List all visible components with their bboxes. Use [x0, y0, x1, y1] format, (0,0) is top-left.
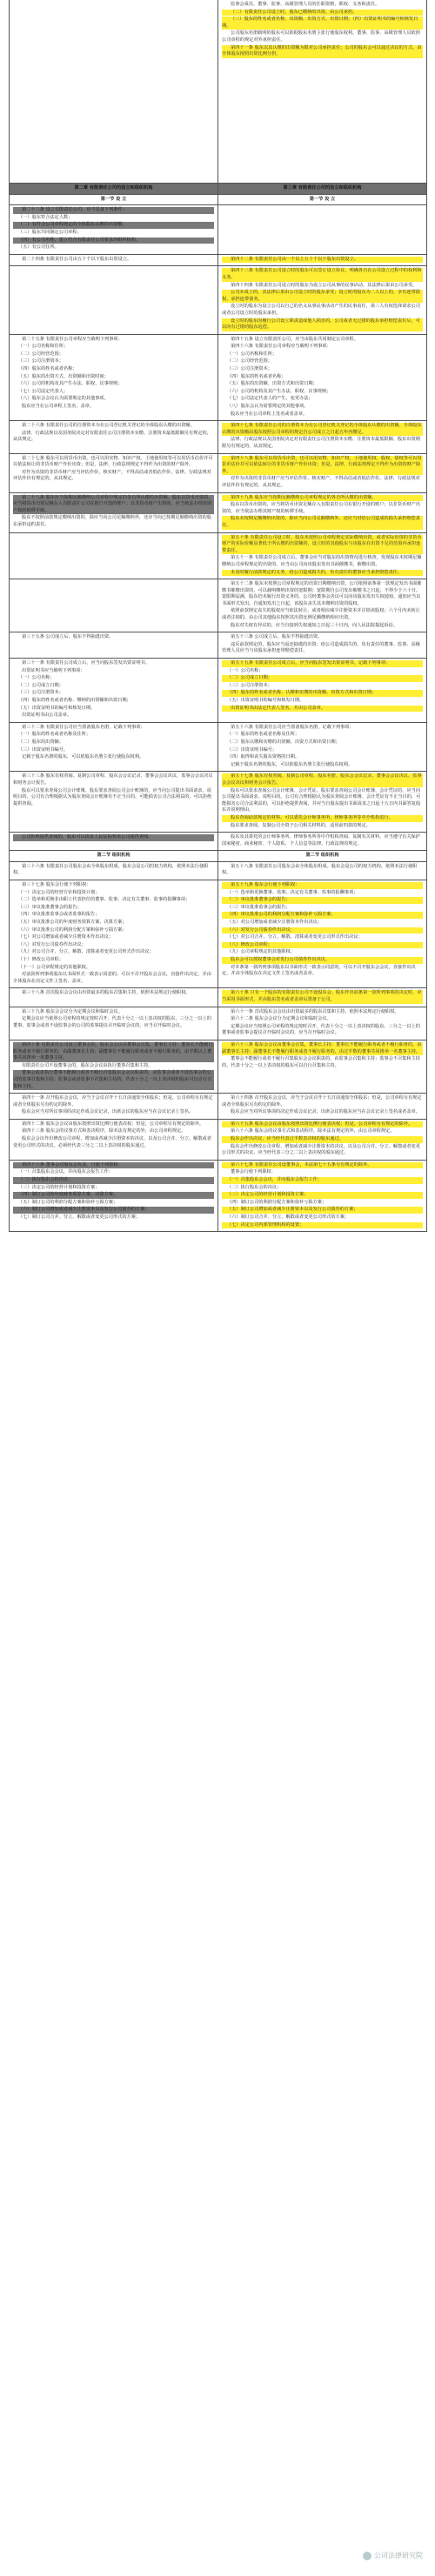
old-law-cell — [10, 772, 218, 832]
old-law-cell — [10, 335, 218, 421]
text-line: （三）公司注册资本； — [227, 682, 272, 688]
text-line: 法律、行政法规以及国务院决定对有限责任公司注册资本实缴、注册资本最低限额另有规定的，从其规定。 — [13, 430, 211, 443]
text-line: 第四十二条 股东会会议由股东按照出资比例行使表决权；但是，公司章程另有规定的除外。 — [22, 1121, 204, 1127]
text-line: （五）出资证明书的编号和核发日期。 — [227, 698, 304, 703]
new-law-cell — [218, 988, 427, 1006]
section-two-rows — [10, 862, 427, 1232]
table-row — [10, 1040, 427, 1094]
text-line: 第五十九条 股东会行使下列职权： — [222, 882, 423, 889]
highlighted-text: （三）股东的姓名或者名称、出资额、出资方式、出资日期；（四）出资证明书的编号和核发日期。 — [222, 17, 423, 30]
text-line: 股东会作出决议，应当经代表过半数表决权的股东通过。 — [222, 1136, 423, 1143]
text-line: 第四十九条 股东应当按期足额缴纳公司章程规定的各自所认缴的出资额。 — [222, 495, 423, 502]
text-line: （四）取得和丧失股东资格的日期。 — [227, 754, 300, 760]
text-line: （四）股东的姓名或者名称、缴纳的出资额和出资日期； — [18, 698, 131, 703]
text-line: 第四十四条 有限责任公司设立时的股东为设立公司从事的民事活动，其法律后果由公司承受。 — [231, 282, 418, 288]
text-line: （四）审议批准监事会或者监事的报告； — [18, 912, 100, 918]
section-one-rows — [10, 205, 427, 851]
new-law-cell — [218, 723, 427, 772]
old-law-cell — [10, 723, 218, 772]
text-line: （三）审议批准监事会的报告； — [227, 904, 291, 910]
text-line: （三）公司注册资本； — [18, 358, 64, 365]
section-row — [10, 851, 427, 862]
text-line: 记载于股东名册的股东，可以依股东名册主张行使股东权利。 — [22, 754, 144, 760]
text-line: 第二十三条 设立有限责任公司，应当具备下列条件： — [13, 207, 214, 214]
text-line: 股东及其委托的会计师事务所、律师事务所等中介机构查阅、复制有关材料，应当遵守有关保护国家秘密、商业秘密、个人隐私、个人信息等法律、行政法规的规定。 — [222, 834, 420, 846]
watermark-text: 公司法律研究院 — [374, 2552, 423, 2559]
text-line: 第四十六条 董事会对股东会负责，行使下列职权： — [13, 1162, 214, 1169]
old-law-cell — [10, 266, 218, 333]
text-line: 第二十七条 股东可以用货币出资，也可以用实物、知识产权、土地使用权等可以用货币估价并可以依法转让的非货币财产作价出资；但是，法律、行政法规规定不得作为出资的财产除外。 — [13, 455, 213, 468]
new-law-cell — [218, 659, 427, 722]
text-line: （四）审议批准公司的利润分配方案和弥补亏损方案； — [222, 912, 423, 919]
text-line: （一）公司名称； — [227, 667, 264, 673]
text-line: 出资证明书由法定代表人签名，并由公司盖章。 — [222, 706, 423, 713]
text-line: 第二十八条 股东应当按期足额缴纳公司章程中规定的各自所认缴的出资额。股东以货币出资的，应当将货币出资足额存入有限责任公司在银行开设的账户；以非货币财产出资的，应当依法办理其财产权的转移手续。 — [13, 494, 213, 513]
text-line: 第四十八条 股东可以用货币出资，也可以用实物、知识产权、土地使用权、股权、债权等可以用货币估价并可以依法转让的非货币财产作价出资；但是，法律、行政法规规定不得作为出资的财产除外。 — [222, 455, 422, 474]
table-row — [10, 833, 427, 851]
text-line: （三）股东共同制定公司章程； — [18, 229, 82, 235]
comparison-table — [9, 0, 427, 1232]
old-law-cell — [10, 988, 218, 1006]
text-line: 公司拒绝提供查阅的，股东可以请求人民法院要求公司提供查阅。 — [13, 834, 214, 841]
new-law-cell — [218, 1094, 427, 1119]
table-row — [10, 421, 427, 453]
new-law-cell — [218, 1161, 427, 1231]
text-line: 第六十四条 召开股东会会议，应当于会议召开十五日前通知全体股东；但是，公司章程另有规定或者全体股东另有约定的除外。 — [222, 1095, 422, 1107]
old-law-cell — [10, 421, 218, 452]
text-line: 第六十条 只有一个股东的有限责任公司不设股东会。股东作出前条第一款所列事项的决定时，应当采用书面形式，并由股东签名或者盖章后置备于公司。 — [222, 990, 422, 1002]
old-law-cell — [10, 493, 218, 532]
new-law-cell — [218, 1040, 427, 1093]
old-law-cell — [10, 579, 218, 632]
text-line: （八）股东会会议认为需要规定的其他事项。 — [18, 396, 109, 402]
text-line: 股东应当在公司章程上签名或者盖章。 — [231, 411, 308, 417]
text-line: 第六十五条 股东会会议由股东按照出资比例行使表决权；但是，公司章程另有规定的除外。 — [222, 1121, 423, 1128]
old-law-cell — [10, 1007, 218, 1040]
text-line: （三）公司注册资本； — [18, 690, 64, 696]
table-row — [10, 205, 427, 255]
new-law-cell — [218, 880, 427, 987]
new-law-cell — [218, 335, 427, 421]
section-heading-new: 第一节 设 立 — [218, 195, 427, 205]
table-row — [10, 255, 427, 267]
text-line: 出资证明书应当载明下列事项： — [22, 667, 85, 673]
text-line: （三）出资证明书编号。 — [18, 746, 69, 753]
text-line: 对前款所列事项股东以书面形式一致表示同意的，可以不召开股东会会议，直接作出决定，并由全体股东在决定文件上签名、盖章。 — [13, 972, 211, 984]
new-law-cell — [218, 1120, 427, 1160]
text-line: 设立时的股东因履行公司设立职责造成他人损害的，公司或者无过错的股东承担赔偿责任后，可以向有过错的股东追偿。 — [222, 318, 423, 331]
text-line: 出资证明书由公司盖章。 — [22, 713, 72, 719]
text-line: 对本条第一款所列事项股东以书面形式一致表示同意的，可以不召开股东会会议，直接作出决定，并由全体股东在决定文件上签名或者盖章。 — [222, 964, 416, 977]
new-law-cell — [218, 0, 427, 183]
table-row — [10, 454, 427, 493]
text-line: 第六十六条 股东会的议事方式和表决程序，除本法有规定的外，由公司章程规定。 — [231, 1128, 395, 1134]
text-line: 股东会可以授权董事会对发行公司债券作出决议。 — [222, 957, 423, 964]
text-line: （五）审议批准公司的年度财务预算方案、决算方案； — [18, 920, 127, 926]
new-law-cell — [218, 1007, 427, 1040]
text-line: 公司股东名册载明的股东可以依据股东名册主张行使股东权利，董事、监事、高级管理人员依照公司章程的规定对外承担责任。 — [222, 30, 420, 43]
text-line: 第五十条 有限责任公司设立时，股东未按照公司章程规定实际缴纳出资，或者实际出资的非货币财产的实际价额显著低于所认缴的出资额的，设立时的其他股东与该股东在出资不足的范围内承担连带责任。 — [222, 534, 422, 553]
new-law-cell — [218, 421, 427, 452]
chapter-heading-old: 第二章 有限责任公司的设立和组织机构 — [10, 184, 218, 194]
text-line: （五）制订公司增加或者减少注册资本以及发行公司债券的方案； — [222, 1207, 423, 1214]
old-law-cell — [10, 205, 218, 254]
text-line: 董事会不能履行或者不履行召集股东会会议职责的，由监事会召集和主持；监事会不召集和主持的，代表十分之一以上表决权的股东可以自行召集和主持。 — [222, 1056, 420, 1068]
text-line: 第五十七条 股东有权查阅、复制公司章程、股东名册、股东会会议记录、董事会会议决议、监事会会议决议和财务会计报告。 — [222, 773, 422, 786]
new-law-cell — [218, 493, 427, 532]
text-line: （一）选举和更换董事、监事，决定有关董事、监事的报酬事项； — [227, 889, 358, 895]
text-line: （四）有公司名称，建立符合有限责任公司要求的组织机构； — [13, 238, 214, 244]
text-line: 第五十六条 有限责任公司应当置备股东名册，记载下列事项： — [231, 724, 354, 730]
text-line: 第五十八条 有限责任公司股东会由全体股东组成。股东会是公司的权力机构，依照本法行使职权。 — [222, 863, 418, 876]
text-line: 第五十五条 有限责任公司成立后，应当向股东签发出资证明书，记载下列事项： — [222, 660, 423, 667]
text-line: 股东以货币出资的，应当将货币出资足额存入有限责任公司在银行开设的账户；以非货币财产出资的，应当依法办理其财产权的转移手续。 — [222, 502, 420, 514]
text-line: 股东未按期足额缴纳出资的，除应当向公司足额缴纳外，还应当对给公司造成的损失承担赔偿责任。 — [222, 516, 423, 529]
table-row — [10, 1120, 427, 1161]
text-line: 未及时履行前款规定的义务，给公司造成损失的，负有责任的董事应当承担赔偿责任。 — [222, 570, 423, 577]
text-line: 违反前款规定的，股东应当返还抽逃的出资；给公司造成损失的，负有责任的董事、监事、高级管理人员应当与该股东承担连带赔偿责任。 — [222, 641, 420, 654]
chapter-heading-new: 第三章 有限责任公司的设立和组织机构 — [218, 184, 427, 194]
text-line: （一）股东的姓名或者名称及住所； — [227, 732, 300, 738]
text-line: 监事会成员、董事、监事、高级管理人员的任职资格、职权、义务和责任。 — [231, 2, 380, 7]
text-line: 第二十六条 有限责任公司的注册资本为在公司登记机关登记的全体股东认缴的出资额。 — [22, 423, 195, 429]
highlighted-text: 第四十一条 股东以其认缴的出资额为限对公司承担责任；公司的股东会可以通过决议的方式，由全体股东按照出资比例分担。 — [222, 44, 422, 57]
old-law-cell — [10, 454, 218, 492]
text-line: 股东会作出修改公司章程、增加或者减少注册资本的决议，以及公司合并、分立、解散或者变更公司形式的决议，应当经代表三分之二以上表决权的股东通过。 — [222, 1143, 420, 1156]
text-line: （二）公司成立日期； — [18, 682, 64, 688]
text-line: （二）公司成立日期； — [222, 675, 423, 682]
text-line: 股东会应当对所议事项的决定作成会议记录，出席会议的股东应当在会议记录上签名。 — [22, 1109, 194, 1115]
old-law-cell — [10, 862, 218, 880]
text-line: 公司未成立的，其法律后果由公司设立时的股东承受；设立时的股东为二人以上的，享有连带债权，承担连带债务。 — [222, 290, 423, 303]
new-law-cell — [218, 454, 427, 492]
table-row — [10, 772, 427, 833]
table-row — [10, 0, 427, 184]
table-row — [10, 1094, 427, 1120]
text-line: （七）公司法定代表人； — [18, 388, 69, 394]
text-line: 有限责任公司不设董事会的，股东会会议由执行董事召集和主持。 — [22, 1062, 153, 1068]
text-line: 第五十三条 公司成立后，股东不得抽逃出资。 — [231, 634, 323, 640]
text-line: 第二十四条 有限责任公司由五十个以下股东出资设立。 — [22, 256, 132, 262]
new-law-cell — [218, 533, 427, 579]
new-law-cell — [218, 862, 427, 880]
text-line: （七）对公司增加或者减少注册资本作出决议； — [18, 934, 113, 940]
old-law-cell — [10, 0, 218, 183]
table-row — [10, 862, 427, 880]
text-line: （三）公司注册资本； — [227, 366, 272, 372]
text-line: 定期会议应当按照公司章程的规定按时召开。代表十分之一以上表决权的股东、三分之一以上的董事或者监事会提议召开临时会议的，应当召开临时会议。 — [222, 1023, 420, 1036]
text-line: （一）股东符合法定人数； — [18, 214, 73, 220]
text-line: （九）对公司合并、分立、解散、清算或者变更公司形式作出决议； — [18, 949, 154, 955]
section-row — [10, 195, 427, 206]
text-line: 第三十三条 股东有权查阅、复制公司章程、股东会会议记录、董事会会议决议、监事会会议决议和财务会计报告。 — [13, 773, 213, 786]
text-line: （八）修改公司章程； — [222, 942, 423, 949]
table-row — [10, 579, 427, 632]
text-line: 第六十七条 有限责任公司设董事会，本法第七十五条另有规定的除外。 — [222, 1162, 423, 1169]
old-law-cell — [10, 1161, 218, 1231]
text-line: （八）对发行公司债券作出决议； — [18, 941, 86, 947]
table-row — [10, 988, 427, 1007]
section-heading-old: 第二节 组织机构 — [10, 851, 218, 861]
text-line: 董事会或者执行董事不能履行或者不履行召集股东会会议职责的，由监事会或者不设监事会的公司的监事召集和主持；监事会或者监事不召集和主持的，代表十分之一以上表决权的股东可以自行召集和主持。 — [13, 1070, 214, 1090]
text-line: （二）执行股东会的决议； — [13, 1177, 214, 1184]
table-row — [10, 1161, 427, 1232]
table-row — [10, 493, 427, 533]
text-line: （三）出资证明书编号； — [227, 746, 278, 753]
text-line: 法律、行政法规以及国务院决定对有限责任公司注册资本实缴、注册资本最低限额、股东出资期限另有规定的，从其规定。 — [222, 437, 420, 449]
text-line: 第四十三条 有限责任公司设立时的股东可以签订设立协议，明确各自在公司设立过程中的权利和义务。 — [222, 268, 422, 280]
text-line: 第四十条 有限责任公司设立董事会的，股东会会议由董事会召集，董事长主持；董事长不能履行职务或者不履行职务的，由副董事长主持；副董事长不能履行职务或者不履行职务的，由半数以上董事共同推举一名董事主持。 — [13, 1041, 213, 1061]
table-row — [10, 533, 427, 580]
text-line: 股东查阅前款规定的材料，可以委托会计师事务所、律师事务所等中介机构进行。 — [222, 815, 423, 822]
table-row — [10, 335, 427, 422]
text-line: 第三十九条 股东会会议分为定期会议和临时会议。 — [22, 1008, 123, 1014]
text-line: （三）审议批准董事会的报告； — [18, 904, 82, 910]
text-line: 第六十三条 股东会会议由董事会召集，董事长主持；董事长不能履行职务或者不履行职务的，由副董事长主持；副董事长不能履行职务或者不履行职务的，由过半数的董事共同推举一名董事主持。 — [222, 1041, 422, 1054]
table-row — [10, 1007, 427, 1040]
text-line: （二）有符合公司章程规定的全体股东认缴的出资额； — [13, 222, 214, 229]
text-line: 对作为出资的非货币财产应当评估作价，核实财产，不得高估或者低估作价。法律、行政法规对评估作价有规定的，从其规定。 — [222, 476, 420, 488]
text-line: （六）制订公司合并、分立、解散或者变更公司形式的方案； — [227, 1214, 350, 1220]
text-line: （七）决定公司内部管理机构的设置； — [222, 1222, 423, 1229]
old-law-cell — [10, 1120, 218, 1160]
old-law-cell — [10, 632, 218, 658]
text-line: （一）公司名称； — [18, 675, 55, 681]
text-line: 股东可以要求查阅公司会计账簿、会计凭证。股东要求查阅公司会计账簿、会计凭证的，应当向公司提出书面请求，说明目的。公司有合理根据认为股东查阅会计账簿、会计凭证有不正当目的，可能损害公司合法利益的，可以拒绝提供查阅，并应当自股东提出书面请求之日起十五日内书面答复股东并说明理由。 — [222, 787, 421, 813]
text-line: 第四十七条 有限责任公司的注册资本为在公司登记机关登记的全体股东认缴的出资额。全体股东认缴的出资额由股东按照公司章程的规定自公司成立之日起五年内缴足。 — [222, 423, 422, 435]
text-line: 股东要求查阅、复制公司全资子公司相关材料的，适用前四款的规定。 — [231, 822, 371, 828]
text-line: 第五十一条 有限责任公司成立后，董事会应当对股东的出资情况进行核查，发现股东未按期足额缴纳公司章程规定的出资的，应当由公司向该股东发出书面催缴书，催缴出资。 — [222, 555, 422, 567]
table-row — [10, 723, 427, 773]
text-line: （七）制订公司合并、分立、解散或者变更公司形式的方案； — [18, 1214, 141, 1220]
new-law-cell — [218, 632, 427, 658]
text-line: 记载于股东名册的股东，可以依股东名册主张行使股东权利。 — [231, 761, 353, 767]
text-line: 股东会应当对所议事项的决定作成会议记录，出席会议的股东应当在会议记录上签名或者盖章。 — [231, 1109, 420, 1115]
old-law-cell — [10, 1040, 218, 1093]
text-line: 股东应当在公司章程上签名、盖章。 — [22, 404, 95, 410]
text-line: （五）有公司住所。 — [18, 244, 59, 251]
text-line: （五）出资证明书的编号和核发日期。 — [18, 705, 96, 711]
table-row — [10, 659, 427, 723]
text-line: 第二十五条 有限责任公司章程应当载明下列事项： — [22, 336, 123, 342]
text-line: （二）执行股东会的决议； — [227, 1184, 282, 1190]
text-line: （一）股东的姓名或者名称及住所； — [18, 732, 91, 738]
text-line: 第三十一条 有限责任公司成立后，应当向股东签发出资证明书。 — [22, 660, 150, 666]
new-law-cell — [218, 266, 427, 333]
text-line: 第四十一条 召开股东会会议，应当于会议召开十五日前通知全体股东；但是，公司章程另有规定或者全体股东另有约定的除外。 — [13, 1095, 213, 1107]
text-line: （七）公司法定代表人的产生、变更办法； — [227, 396, 313, 402]
text-line: （一）决定公司的经营方针和投资计划； — [18, 889, 100, 895]
text-line: 第四十二条 有限责任公司由一个以上五十个以下股东出资设立。 — [222, 257, 423, 264]
new-law-cell — [218, 579, 427, 632]
new-law-cell — [218, 833, 427, 850]
text-line: （六）对发行公司债券作出决议； — [222, 927, 423, 934]
text-line: （六）制订公司增加或者减少注册资本以及发行公司债券的方案； — [13, 1207, 214, 1214]
wechat-icon — [363, 2552, 371, 2560]
text-line: 股东不按照前款规定缴纳出资的，除应当向公司足额缴纳外，还应当向已按期足额缴纳出资的股东承担违约责任。 — [13, 515, 211, 527]
text-line: （七）对公司合并、分立、解散、清算或者变更公司形式作出决议； — [227, 934, 363, 940]
text-line: （四）制订公司的年度财务预算方案、决算方案； — [13, 1192, 214, 1199]
text-line: 第三十七条 股东会行使下列职权： — [22, 882, 91, 888]
text-line: （五）制订公司的利润分配方案和弥补亏损方案； — [18, 1199, 118, 1205]
text-line: （二）审议批准董事会的报告； — [222, 897, 423, 904]
text-line: 第三十二条 有限责任公司应当置备股东名册，记载下列事项： — [22, 724, 145, 730]
text-line: 依照前款规定丧失的股权应当依法转让，或者相应减少注册资本并注销该股权；六个月内未转让或者注销的，由公司其他股东按照其出资比例足额缴纳相应出资。 — [222, 608, 420, 621]
text-line: （二）选举和更换非由职工代表担任的董事、监事，决定有关董事、监事的报酬事项； — [18, 897, 191, 903]
text-line: 第四十五条 设立有限责任公司，应当由股东共同制定公司章程。 — [231, 336, 358, 342]
text-line: （一）公司名称和住所； — [227, 351, 278, 357]
text-line: （八）股东会认为需要规定的其他事项。 — [227, 404, 309, 410]
text-line: 董事会行使下列职权： — [231, 1169, 276, 1175]
text-line: 第三十八条 首次股东会会议由出资最多的股东召集和主持，依照本法规定行使职权。 — [22, 990, 191, 996]
text-line: （六）公司的机构及其产生办法、职权、议事规则； — [227, 388, 331, 394]
text-line: 第六十二条 股东会会议分为定期会议和临时会议。 — [231, 1016, 331, 1022]
text-line: （六）审议批准公司的利润分配方案和弥补亏损方案； — [18, 927, 127, 933]
new-law-cell — [218, 772, 427, 832]
section-heading-new: 第二节 组织机构 — [218, 851, 427, 861]
table-row — [10, 632, 427, 659]
text-line: （六）公司的机构及其产生办法、职权、议事规则； — [18, 381, 123, 387]
text-line: （十）修改公司章程； — [18, 957, 64, 962]
section-heading-old: 第一节 设 立 — [10, 195, 218, 205]
text-line: （一）召集股东会会议，并向股东会报告工作； — [222, 1177, 423, 1184]
text-line: （二）股东的出资额； — [18, 739, 64, 745]
text-line: 第四十三条 股东会的议事方式和表决程序，除本法有规定的外，由公司章程规定。 — [22, 1128, 186, 1134]
text-line: 第六十一条 首次股东会会议由出资最多的股东召集和主持，依照本法规定行使职权。 — [231, 1008, 399, 1014]
new-law-cell — [218, 205, 427, 254]
old-law-cell — [10, 833, 218, 850]
text-line: （十一）公司章程规定的其他职权。 — [18, 964, 91, 970]
watermark — [363, 2551, 423, 2560]
text-line: 对作为出资的非货币财产应当评估作价，核实财产，不得高估或者低估作价。法律、行政法规对评估作价有规定的，从其规定。 — [13, 469, 211, 482]
text-line: （三）决定公司的经营计划和投资方案； — [18, 1184, 100, 1190]
text-line: （一）召集股东会会议，并向股东会报告工作； — [18, 1169, 113, 1175]
old-law-cell — [10, 1094, 218, 1119]
text-line: 第四十六条 有限责任公司章程应当载明下列事项： — [231, 344, 331, 350]
text-line: 第五十二条 股东未按照公司章程规定的出资日期缴纳出资，公司依照前条第一款规定发出书面催缴书催缴出资的，可以载明缴纳出资的宽限期；宽限期自公司发出催缴书之日起，不得少于六十日。宽限期届满，股东仍未履行出资义务的，公司经董事会决议可以向该股东发出失权通知，通知应当以书面形式发出。自通知发出之日起，该股东丧失其未缴纳出资的股权。 — [222, 581, 422, 606]
text-line: （二）股东认缴和实缴的出资额、出资方式和出资日期； — [227, 739, 340, 745]
text-line: 股东可以要求查阅公司会计账簿。股东要求查阅公司会计账簿的，应当向公司提出书面请求，说明目的。公司有合理根据认为股东查阅会计账簿有不正当目的，可能损害公司合法利益的，可以拒绝提供查阅。 — [13, 787, 212, 806]
text-line: （九）公司章程规定的其他职权。 — [227, 949, 295, 955]
text-line: （五）股东的出资额、出资方式和出资日期； — [227, 381, 318, 387]
old-law-cell — [10, 880, 218, 987]
text-line: （五）股东的出资方式、出资额和出资时间； — [18, 373, 109, 379]
text-line: （四）股东的姓名或者名称； — [18, 366, 77, 372]
text-line: （二）公司经营范围； — [227, 358, 272, 365]
text-line: 设立时的股东为设立公司以自己的名义从事民事活动产生的民事责任，第三人有权选择请求公司或者公司设立时的股东承担。 — [222, 304, 420, 316]
text-line: 第三十六条 有限责任公司股东会由全体股东组成。股东会是公司的权力机构，依照本法行使职权。 — [13, 863, 209, 876]
old-law-cell — [10, 533, 218, 579]
text-line: （四）股东的姓名或者名称； — [227, 373, 286, 379]
text-line: （四）制订公司的利润分配方案和弥补亏损方案； — [227, 1199, 327, 1205]
table-row — [10, 266, 427, 334]
old-law-cell — [10, 659, 218, 722]
text-line: （四）股东的姓名或者名称、认缴和实缴的出资额、出资方式和出资日期； — [222, 690, 423, 697]
text-line: 股东会会议作出修改公司章程、增加或者减少注册资本的决议，以及公司合并、分立、解散或者变更公司形式的决议，必须经代表三分之二以上表决权的股东通过。 — [13, 1136, 211, 1148]
highlighted-text: （二）有限责任公司设立时，股东已缴纳的出资，由公司承担。 — [222, 10, 423, 17]
text-line: （二）公司经营范围； — [18, 351, 64, 357]
text-line: 定期会议应当依照公司章程的规定按时召开。代表十分之一以上表决权的股东，三分之一以上的董事，监事会或者不设监事会的公司的监事提议召开临时会议的，应当召开临时会议。 — [13, 1016, 211, 1028]
text-line: （一）公司名称和住所； — [18, 344, 69, 350]
text-line: 股东对失权有异议的，应当自接到失权通知之日起三十日内，向人民法院提起诉讼。 — [231, 622, 398, 628]
chapter-row — [10, 184, 427, 195]
new-law-cell — [218, 255, 427, 266]
text-line: （五）对公司增加或者减少注册资本作出决议； — [227, 920, 322, 926]
text-line: （三）决定公司的经营计划和投资方案； — [222, 1192, 423, 1199]
old-law-cell — [10, 255, 218, 266]
text-line: 第三十五条 公司成立后，股东不得抽逃出资。 — [22, 634, 114, 640]
table-row — [10, 880, 427, 988]
